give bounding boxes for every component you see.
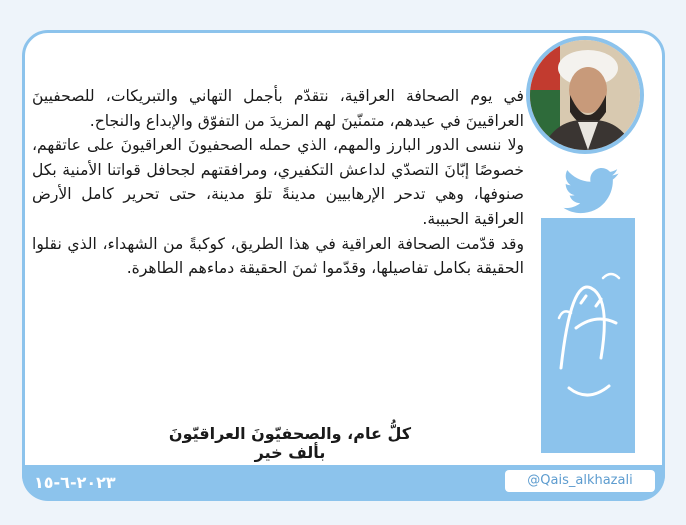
paragraph: وقد قدّمت الصحافة العراقية في هذا الطريق، كوكبةً من الشهداء، الذي نقلوا الحقيقة بكامل تفاصيلها، وقدّموا ثمنَ الحقيقة دماءهم الطاهرة. [32, 234, 524, 278]
closing-line: كلُّ عام، والصحفيّونَ العراقيّونَ بألف خير [168, 424, 412, 462]
avatar-photo [530, 40, 640, 150]
post-date: ٢٠٢٣-٦-١٥ [34, 473, 116, 492]
signature-panel [541, 218, 635, 453]
calligraphy-signature [541, 218, 635, 453]
post-body [32, 84, 524, 281]
paragraph: ولا ننسى الدور البارز والمهم، الذي حمله الصحفيونَ العراقيونَ على عاتقهم، خصوصًا إبّانَ التصدّي لداعش التكفيري، ومرافقتهم لجحافل قواتنا الأمنية بكل صنوفها، وهي تدحر الإرهابيين مدينةً تلوَ مدينة، حتى تحرير كامل الأرض العراقية الحبيبة. [32, 136, 524, 228]
twitter-bird-icon [560, 168, 622, 214]
paragraph: في يوم الصحافة العراقية، نتقدّم بأجمل التهاني والتبريكات، للصحفيينَ العراقيينَ في عيدهم، متمنّينَ لهم المزيدَ من التفوّق والإبداع والنجاح. [32, 87, 524, 130]
avatar [526, 36, 644, 154]
twitter-handle[interactable]: @Qais_alkhazali [505, 470, 655, 492]
